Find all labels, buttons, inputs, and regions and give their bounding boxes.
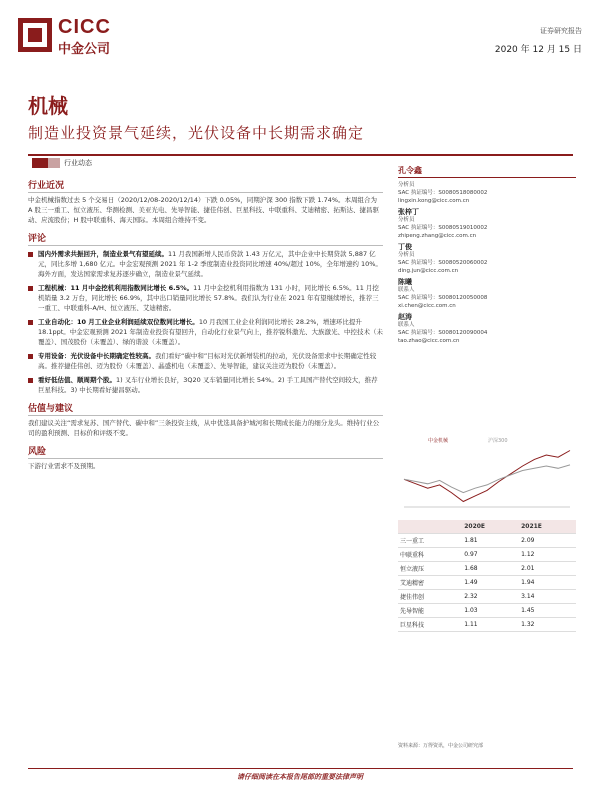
table-cell: 1.68 (462, 562, 519, 576)
bullet-lead: 工业自动化：10 月工业企业利润延续双位数同比增长。 (38, 318, 199, 326)
category-mark (32, 158, 48, 168)
bullet-item (28, 283, 383, 313)
author-role: 分析员 (398, 217, 415, 223)
table-header-cell: 2021E (519, 520, 576, 534)
table-header-row (398, 520, 576, 534)
table-cell: 中联重科 (398, 548, 462, 562)
valuation-table (398, 520, 576, 632)
table-row (398, 548, 576, 562)
bullet-lead: 专用设备：光伏设备中长期确定性较高。 (38, 352, 155, 360)
author-role: 分析员 (398, 182, 415, 188)
bullet-text: 11 月我国新增人民币贷款 1.43 万亿元，其中企业中长期贷款 5,887 亿元，同比多增 1,680 亿元。中金宏观预测 2021 年 1-2 季度制造业投资同比增速 40%/超过 10%，全年增速约 10%。海外方面，发达国家需求复苏逐步确立，制造业景气延续。 (38, 250, 382, 278)
authors-panel (398, 165, 576, 348)
author-name: 丁俊 (398, 243, 412, 251)
valuation-paragraph: 我们建议关注“需求复苏、国产替代、碳中和”三条投资主线，从中优选具备护城河和长期成长能力的细分龙头。维持行业公司的盈利预测、目标价和评级不变。 (28, 419, 380, 437)
logo-text-cn: 中金公司 (58, 42, 111, 57)
table-cell: 1.81 (462, 534, 519, 548)
category-label: 行业动态 (64, 159, 92, 167)
category-mark-light (48, 158, 60, 168)
bullet-item (28, 317, 383, 347)
table-cell: 1.32 (519, 618, 576, 632)
table-row (398, 604, 576, 618)
bullet-text: 10 月我国工业企业利润同比增长 28.2%，增速环比提升 18.1ppt。中金宏观预测 2021 年制造业投资有望回升，自动化行业景气向上，推荐锐科激光、大族激光、中控技术（未覆盖）、国茂股份（未覆盖）、绿的谐波（未覆盖）。 (38, 318, 383, 346)
series-line-1 (404, 465, 570, 493)
table-header-cell: 2020E (462, 520, 519, 534)
bullet-item (28, 375, 383, 395)
bullet-text: 11 月中金挖机利用指数为 131 小时，同比增长 6.5%。11 月挖机销量 3.2 万台，同比增长 66.9%，其中出口销量同比增长 57.8%。我们认为行业在 2021 年有望继续增长，推荐三一重工、中联重科-A/H、恒立液压、艾迪精密。 (38, 284, 379, 312)
author-id: SAC 执证编号：S0080519010002 (398, 225, 488, 231)
review-paragraph: 中金机械指数过去 5 个交易日（2020/12/08-2020/12/14）下跌 0.05%，同期沪深 300 指数下跌 1.74%。本周组合为 A 股三一重工、恒立液压、华测检测、美亚光电、先导智能、捷佳伟创、巨星科技、中联重科、艾迪精密、拓斯达、捷昌驱动、应流股份；H 股中联重科、海天国际。本周组合维持不变。 (28, 196, 380, 224)
table-cell: 0.97 (462, 548, 519, 562)
author-name: 陈曦 (398, 278, 412, 286)
author-role: 联系人 (398, 322, 415, 328)
table-cell: 1.12 (519, 548, 576, 562)
table-cell: 巨星科技 (398, 618, 462, 632)
bullet-text: 我们看好“碳中和”目标对光伏新增装机的拉动，光伏设备需求中长期确定性较高。推荐捷佳伟创、迈为股份（未覆盖）、晶盛机电（未覆盖）、先导智能，建议关注迈为股份（未覆盖）。 (38, 352, 377, 370)
table-cell: 先导智能 (398, 604, 462, 618)
table-cell: 1.94 (519, 576, 576, 590)
series-line-0 (404, 451, 570, 502)
author-id: SAC 执证编号：S0080518080002 (398, 190, 488, 196)
author-name: 赵涛 (398, 313, 412, 321)
author-name: 张梓丁 (398, 208, 419, 216)
table-row (398, 618, 576, 632)
legend-label-1: 沪深300 (488, 438, 508, 444)
source-note: 资料来源：万得资讯，中金公司研究部 (398, 743, 484, 749)
author-role: 分析员 (398, 252, 415, 258)
bullet-item (28, 249, 383, 279)
table-row (398, 534, 576, 548)
bullet-lead: 国内外需求共振回升，制造业景气有望延续。 (38, 250, 168, 258)
table-cell: 捷佳伟创 (398, 590, 462, 604)
author-email[interactable]: ding.jun@cicc.com.cn (398, 268, 459, 274)
author-id: SAC 执证编号：S0080120090004 (398, 330, 488, 336)
author-card (398, 181, 576, 205)
bullet-text: 1) 叉车行业增长良好，3Q20 叉车销量同比增长 54%。2) 手工具国产替代空间较大，推荐巨星科技。3) 中长期看好捷昌驱动。 (38, 376, 378, 394)
table-cell: 1.03 (462, 604, 519, 618)
table-row (398, 576, 576, 590)
review-heading: 行业近况 (28, 178, 383, 193)
table-row (398, 590, 576, 604)
bullet-lead: 工程机械：11 月中金挖机利用指数同比增长 6.5%。 (38, 284, 194, 292)
table-cell: 艾迪精密 (398, 576, 462, 590)
headline: 制造业投资景气延续，光伏设备中长期需求确定 (28, 124, 365, 142)
table-cell: 恒立液压 (398, 562, 462, 576)
author-email[interactable]: lingxin.kong@cicc.com.cn (398, 198, 470, 204)
divider (28, 154, 573, 156)
author-email[interactable]: xi.chen@cicc.com.cn (398, 303, 456, 309)
author-card (398, 278, 576, 310)
author-email[interactable]: tao.zhao@cicc.com.cn (398, 338, 460, 344)
main-column (28, 172, 383, 474)
author-card (398, 313, 576, 345)
table-header-cell (398, 520, 462, 534)
author-card (398, 243, 576, 275)
author-name-primary: 孔令鑫 (398, 165, 576, 178)
table-cell: 2.01 (519, 562, 576, 576)
bullet-item (28, 351, 383, 371)
bullet-lead: 看好低估值、顺周期个股。 (38, 376, 116, 384)
table-cell: 2.09 (519, 534, 576, 548)
author-card (398, 208, 576, 240)
table-cell: 2.32 (462, 590, 519, 604)
author-id: SAC 执证编号：S0080120050008 (398, 295, 488, 301)
author-role: 联系人 (398, 287, 415, 293)
section-title: 机械 (28, 94, 68, 118)
report-date: 2020 年 12 月 15 日 (494, 45, 582, 55)
table-cell: 3.14 (519, 590, 576, 604)
table-cell: 1.11 (462, 618, 519, 632)
author-id: SAC 执证编号：S0080520060002 (398, 260, 488, 266)
footer-disclaimer: 请仔细阅读在本报告尾部的重要法律声明 (237, 773, 363, 781)
table-cell: 三一重工 (398, 534, 462, 548)
doc-type: 证券研究报告 (540, 27, 582, 35)
table-cell: 1.49 (462, 576, 519, 590)
legend-label-0: 中金机械 (428, 438, 449, 444)
logo-text-en: CICC (58, 16, 111, 38)
footer-divider (28, 768, 573, 769)
cicc-logo-icon (18, 18, 52, 52)
risk-heading: 风险 (28, 444, 383, 459)
table-row (398, 562, 576, 576)
valuation-heading: 估值与建议 (28, 401, 383, 416)
index-chart (398, 435, 576, 515)
table-cell: 1.45 (519, 604, 576, 618)
author-email[interactable]: zhipeng.zhang@cicc.com.cn (398, 233, 477, 239)
risk-paragraph: 下游行业需求不及预期。 (28, 462, 100, 470)
comment-heading: 评论 (28, 231, 383, 246)
